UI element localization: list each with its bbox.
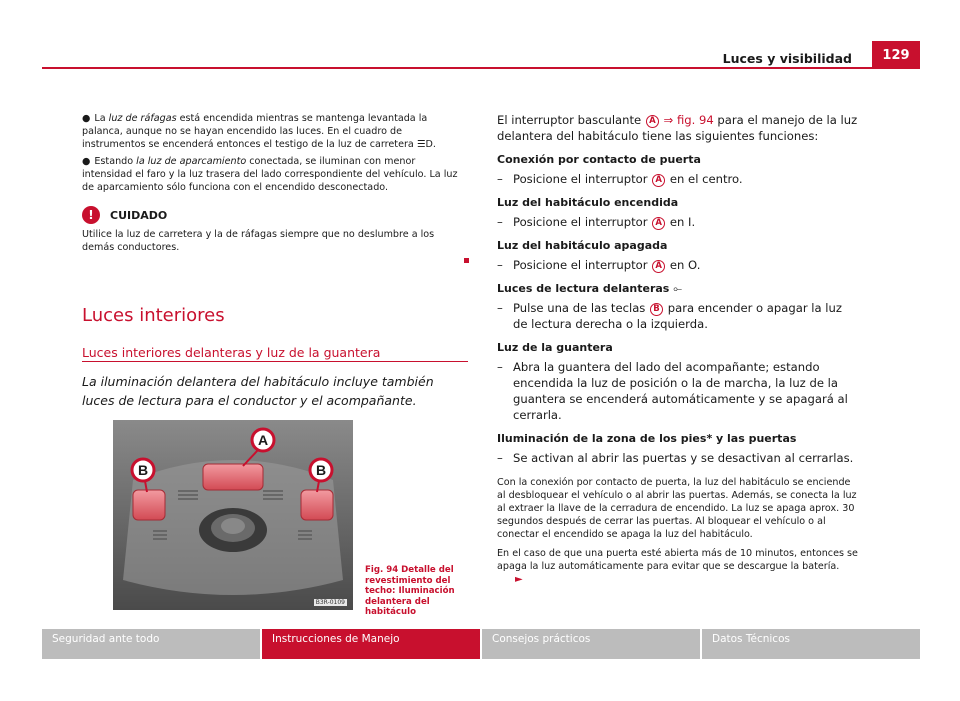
subsection-divider (82, 361, 468, 362)
reading-light-icon: ⟜ (673, 282, 683, 295)
figure-link[interactable]: ⇒ fig. 94 (659, 113, 714, 127)
end-marker-icon (464, 258, 469, 263)
footer-tab-instructions[interactable]: Instrucciones de Manejo (262, 629, 480, 659)
step-door-contact: – Posicione el interruptor A en el centro. (497, 172, 743, 186)
caution-text: Utilice la luz de carretera y la de ráfagas siempre que no deslumbre a los demás conductores. (82, 229, 435, 253)
step-light-on: – Posicione el interruptor A en I. (497, 215, 696, 229)
heading-footwell-lights: Iluminación de la zona de los pies* y las puertas (497, 432, 797, 445)
subsection-title: Luces interiores delanteras y luz de la guantera (82, 345, 381, 360)
heading-glovebox-light: Luz de la guantera (497, 341, 613, 354)
header-divider (42, 67, 920, 69)
footer-nav (42, 629, 920, 659)
page-section-title: Luces y visibilidad (722, 51, 852, 66)
callout-ref-a: A (646, 115, 659, 128)
footer-tab-tips[interactable]: Consejos prácticos (482, 629, 700, 659)
step-light-off: – Posicione el interruptor A en O. (497, 258, 701, 272)
warning-icon: ! (82, 206, 100, 224)
heading-light-on: Luz del habitáculo encendida (497, 196, 679, 209)
footer-tab-technical[interactable]: Datos Técnicos (702, 629, 920, 659)
overhead-console-illustration (113, 420, 353, 610)
continue-arrow-icon: ► (515, 574, 523, 585)
battery-note: En el caso de que una puerta esté abierta más de 10 minutos, entonces se apaga la luz automáticamente para evitar que se descargue la batería.► (497, 548, 858, 585)
caution-title: CUIDADO (110, 208, 168, 222)
step-reading-lights: – Pulse una de las teclas B para encender o apagar la luz de lectura derecha o la izquierda. (497, 301, 842, 331)
figure-caption: Fig. 94 Detalle del revestimiento del techo: Iluminación delantera del habitáculo (365, 565, 455, 617)
section-intro: La iluminación delantera del habitáculo incluye también luces de lectura para el conductor y el acompañante. (82, 374, 434, 408)
page-number: 129 (872, 41, 920, 67)
section-title: Luces interiores (82, 305, 225, 326)
door-contact-note: Con la conexión por contacto de puerta, la luz del habitáculo se enciende al desbloquear el vehículo o al abrir las puertas. Además, se conecta la luz al extraer la llave de la cerradura de encendido. La luz se apaga aprox. 30 segundos después de cerrar las puertas. Al bloquear el vehículo o al conectar el encendido se apaga la luz del habitáculo. (497, 477, 857, 540)
heading-door-contact: Conexión por contacto de puerta (497, 153, 701, 166)
callout-b-left: B (137, 462, 149, 478)
step-glovebox-light: – Abra la guantera del lado del acompañante; estando encendida la luz de posición o la de marcha, la luz de la guantera se encenderá automáticamente y se apagará al cerrarla. (497, 360, 848, 422)
footer-tab-safety[interactable]: Seguridad ante todo (42, 629, 260, 659)
caution-box (82, 206, 468, 254)
step-footwell-lights: – Se activan al abrir las puertas y se desactivan al cerrarlas. (497, 451, 854, 465)
figure-94-image (113, 420, 353, 610)
heading-light-off: Luz del habitáculo apagada (497, 239, 668, 252)
bullet-flash-light: ● La luz de ráfagas está encendida mientras se mantenga levantada la palanca, aunque no se hayan encendido las luces. En el cuadro de instrumentos se encenderá entonces el testigo de la luz de carretera ☰D. (82, 113, 436, 150)
callout-b-right: B (315, 462, 327, 478)
right-column (497, 112, 859, 586)
callout-a: A (257, 432, 269, 448)
figure-code: B3R-0109 (315, 599, 345, 606)
switch-intro: El interruptor basculante A ⇒ fig. 94 para el manejo de la luz delantera del habitáculo tiene las siguientes funciones: (497, 113, 858, 143)
bullet-parking-light: ● Estando la luz de aparcamiento conectada, se iluminan con menor intensidad el faro y la luz trasera del lado correspondiente del vehículo. La luz de aparcamiento sólo funciona con el encendido desconectado. (82, 156, 458, 193)
heading-reading-lights: Luces de lectura delanteras ⟜ (497, 282, 683, 295)
left-column (82, 112, 468, 254)
